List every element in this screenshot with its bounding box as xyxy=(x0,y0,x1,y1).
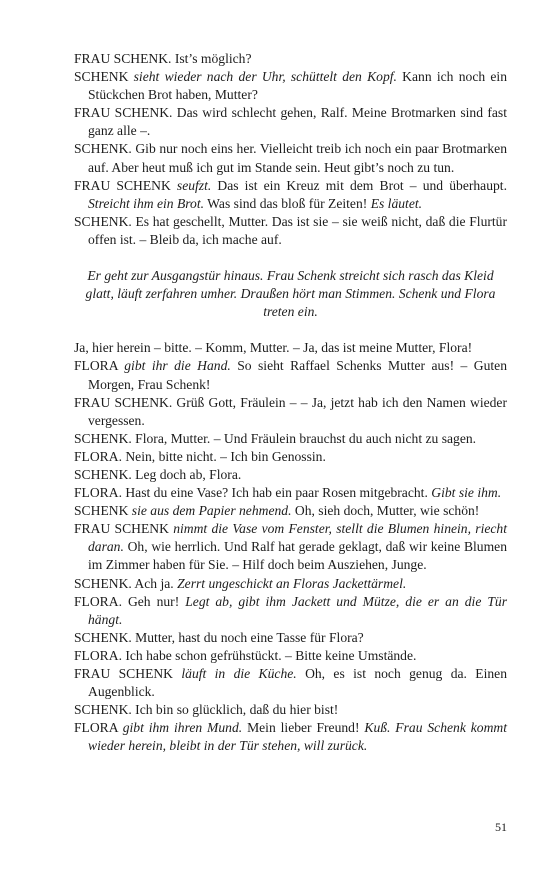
dialogue-line xyxy=(74,484,507,502)
speech-text: FLORA. Nein, bitte nicht. – Ich bin Genossin. xyxy=(74,448,326,464)
dialogue-line xyxy=(74,430,507,448)
dialogue-line xyxy=(74,719,507,755)
speech-text: FRAU SCHENK. Das wird schlecht gehen, Ralf. Meine Brotmarken sind fast ganz alle –. xyxy=(74,105,507,139)
dialogue-line xyxy=(74,701,507,719)
stage-note: nimmt die Vase vom Fenster, stellt die Blumen hinein, riecht daran. xyxy=(88,521,507,555)
stage-note: Kuß. Frau Schenk kommt wieder herein, bleibt in der Tür stehen, will zurück. xyxy=(88,720,507,754)
stage-note: gibt ihm ihren Mund. xyxy=(122,720,243,736)
speech-text: SCHENK. Flora, Mutter. – Und Fräulein brauchst du auch nicht zu sagen. xyxy=(74,430,477,446)
speech-text: FRAU SCHENK. Ist’s möglich? xyxy=(74,51,252,66)
dialogue-line xyxy=(74,68,507,104)
speech-text: FLORA. Geh nur! xyxy=(74,593,186,609)
speech-text: SCHENK. Ach ja. xyxy=(74,575,178,591)
dialogue-line xyxy=(74,177,507,213)
play-text-page xyxy=(74,50,507,755)
stage-note: Zerrt ungeschickt an Floras Jackettärmel. xyxy=(177,575,407,591)
speech-text: SCHENK. Mutter, hast du noch eine Tasse für Flora? xyxy=(74,629,364,645)
speech-text: SCHENK. Ich bin so glücklich, daß du hier bist! xyxy=(74,702,339,718)
dialogue-line xyxy=(74,339,507,357)
dialogue-line xyxy=(74,394,507,430)
stage-note: seufzt. xyxy=(176,177,212,193)
stage-note: sieht wieder nach der Uhr, schüttelt den Kopf. xyxy=(133,69,397,85)
speech-text: FRAU SCHENK xyxy=(74,177,177,193)
dialogue-line xyxy=(74,213,507,249)
speech-text: FLORA xyxy=(74,358,125,374)
dialogue-line xyxy=(74,50,507,68)
dialogue-section-bottom xyxy=(74,339,507,755)
dialogue-line xyxy=(74,140,507,176)
dialogue-line xyxy=(74,448,507,466)
stage-note: Es läutet. xyxy=(370,195,423,211)
speech-text: FLORA. Hast du eine Vase? Ich hab ein paar Rosen mitgebracht. xyxy=(74,485,432,501)
speech-text: Oh, sieh doch, Mutter, wie schön! xyxy=(291,503,480,519)
speech-text: Was sind das bloß für Zeiten! xyxy=(204,195,371,211)
dialogue-line xyxy=(74,520,507,574)
dialogue-line xyxy=(74,104,507,140)
speech-text: SCHENK. Es hat geschellt, Mutter. Das ist sie – sie weiß nicht, daß die Flurtür offen ist. – Bleib da, ich mache auf. xyxy=(74,213,507,247)
speech-text: FLORA. Ich habe schon gefrühstückt. – Bitte keine Umstände. xyxy=(74,647,417,663)
dialogue-line xyxy=(74,593,507,629)
speech-text: Oh, es ist noch genug da. Einen Augenblick. xyxy=(88,666,507,700)
dialogue-section-top xyxy=(74,50,507,249)
speech-text: FRAU SCHENK xyxy=(74,521,174,537)
speech-text: Mein lieber Freund! xyxy=(242,720,365,736)
dialogue-line xyxy=(74,647,507,665)
dialogue-line xyxy=(74,665,507,701)
stage-note: gibt ihr die Hand. xyxy=(124,358,231,374)
dialogue-line xyxy=(74,466,507,484)
speech-text: SCHENK xyxy=(74,69,134,85)
speech-text: Das ist ein Kreuz mit dem Brot – und überhaupt. xyxy=(211,177,507,193)
dialogue-line xyxy=(74,502,507,520)
speech-text: SCHENK. Leg doch ab, Flora. xyxy=(74,466,242,482)
dialogue-line xyxy=(74,629,507,647)
speech-text: FRAU SCHENK xyxy=(74,666,182,681)
speech-text: Oh, wie herrlich. Und Ralf hat gerade geklagt, daß wir keine Blumen im Zimmer haben für Sie. – Hilf doch beim Ausziehen, Junge. xyxy=(88,539,507,573)
speech-text: SCHENK xyxy=(74,503,132,519)
stage-direction: Er geht zur Ausgangstür hinaus. Frau Schenk streicht sich rasch das Kleid glatt, läuft zerfahren umher. Draußen hört man Stimmen. Schenk und Flora treten ein. xyxy=(85,268,496,320)
page-number: 51 xyxy=(495,820,507,834)
speech-text: FLORA xyxy=(74,720,123,736)
stage-note: Legt ab, gibt ihm Jackett und Mütze, die er an die Tür hängt. xyxy=(88,593,507,627)
speech-text: Ja, hier herein – bitte. – Komm, Mutter. – Ja, das ist meine Mutter, Flora! xyxy=(74,340,473,356)
speech-text: SCHENK. Gib nur noch eins her. Vielleicht treib ich noch ein paar Brotmarken auf. Aber heut muß ich gut im Stande sein. Heut gibt’s noch zu tun. xyxy=(74,141,507,175)
speech-text: FRAU SCHENK. Grüß Gott, Fräulein – – Ja, jetzt hab ich den Namen wieder vergessen. xyxy=(74,394,507,428)
dialogue-line xyxy=(74,575,507,593)
speech-text: Kann ich noch ein Stückchen Brot haben, Mutter? xyxy=(88,69,507,103)
stage-note: Gibt sie ihm. xyxy=(431,485,502,501)
speech-text: So sieht Raffael Schenks Mutter aus! – Guten Morgen, Frau Schenk! xyxy=(88,358,507,392)
stage-note: läuft in die Küche. xyxy=(181,666,297,681)
stage-note: sie aus dem Papier nehmend. xyxy=(131,503,292,519)
stage-note: Streicht ihm ein Brot. xyxy=(88,195,205,211)
dialogue-line xyxy=(74,357,507,393)
